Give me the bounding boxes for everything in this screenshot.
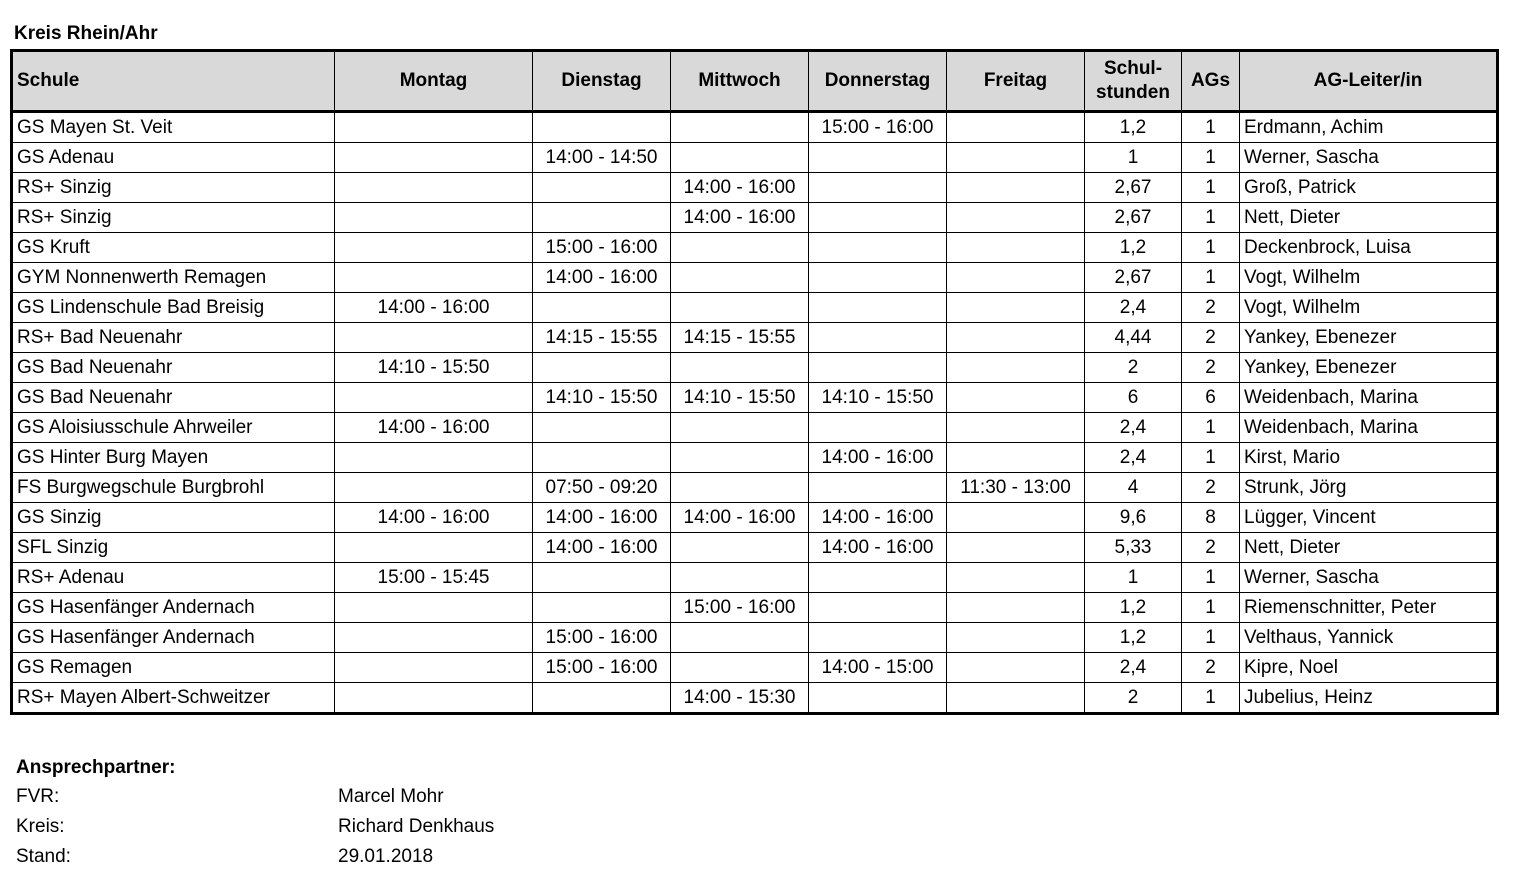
- cell-freitag: [947, 653, 1085, 683]
- cell-freitag: 11:30 - 13:00: [947, 473, 1085, 503]
- cell-ags: 2: [1182, 473, 1240, 503]
- cell-montag: 14:10 - 15:50: [335, 353, 533, 383]
- cell-mittwoch: [671, 653, 809, 683]
- cell-donnerstag: [809, 563, 947, 593]
- contact-value: Richard Denkhaus: [338, 816, 495, 837]
- cell-dienstag: [533, 683, 671, 714]
- table-row: [12, 683, 1498, 714]
- cell-schulstunden: 2: [1085, 353, 1182, 383]
- cell-mittwoch: [671, 143, 809, 173]
- table-row: [12, 593, 1498, 623]
- cell-schulstunden: 4: [1085, 473, 1182, 503]
- cell-leiter: Yankey, Ebenezer: [1240, 353, 1498, 383]
- cell-dienstag: 15:00 - 16:00: [533, 233, 671, 263]
- cell-dienstag: 15:00 - 16:00: [533, 623, 671, 653]
- cell-montag: [335, 683, 533, 714]
- cell-mittwoch: 15:00 - 16:00: [671, 593, 809, 623]
- cell-leiter: Velthaus, Yannick: [1240, 623, 1498, 653]
- cell-schule: GS Kruft: [12, 233, 335, 263]
- cell-donnerstag: [809, 593, 947, 623]
- cell-leiter: Weidenbach, Marina: [1240, 413, 1498, 443]
- cell-montag: [335, 233, 533, 263]
- table-row: [12, 503, 1498, 533]
- cell-donnerstag: 14:00 - 16:00: [809, 533, 947, 563]
- cell-leiter: Werner, Sascha: [1240, 143, 1498, 173]
- cell-schule: GS Adenau: [12, 143, 335, 173]
- cell-montag: [335, 143, 533, 173]
- cell-mittwoch: 14:15 - 15:55: [671, 323, 809, 353]
- cell-ags: 8: [1182, 503, 1240, 533]
- cell-montag: 14:00 - 16:00: [335, 503, 533, 533]
- cell-schulstunden: 9,6: [1085, 503, 1182, 533]
- document-title: Kreis Rhein/Ahr: [14, 23, 158, 44]
- cell-schule: GS Mayen St. Veit: [12, 112, 335, 143]
- contact-row-kreis: [16, 812, 494, 842]
- cell-mittwoch: 14:00 - 16:00: [671, 503, 809, 533]
- cell-dienstag: 14:15 - 15:55: [533, 323, 671, 353]
- cell-montag: [335, 473, 533, 503]
- cell-schulstunden: 2: [1085, 683, 1182, 714]
- table-row: [12, 533, 1498, 563]
- cell-mittwoch: 14:00 - 16:00: [671, 203, 809, 233]
- contacts-section: [16, 754, 494, 872]
- cell-schulstunden: 6: [1085, 383, 1182, 413]
- table-row: [12, 653, 1498, 683]
- cell-montag: [335, 443, 533, 473]
- cell-schule: GS Hinter Burg Mayen: [12, 443, 335, 473]
- cell-mittwoch: [671, 293, 809, 323]
- cell-schulstunden: 1: [1085, 563, 1182, 593]
- cell-mittwoch: 14:00 - 16:00: [671, 173, 809, 203]
- cell-dienstag: [533, 203, 671, 233]
- cell-schule: SFL Sinzig: [12, 533, 335, 563]
- cell-mittwoch: [671, 112, 809, 143]
- cell-donnerstag: 15:00 - 16:00: [809, 112, 947, 143]
- cell-schule: RS+ Sinzig: [12, 173, 335, 203]
- cell-freitag: [947, 503, 1085, 533]
- cell-schule: GS Remagen: [12, 653, 335, 683]
- cell-montag: [335, 653, 533, 683]
- cell-schulstunden: 2,4: [1085, 293, 1182, 323]
- table-row: [12, 383, 1498, 413]
- cell-schule: GS Aloisiusschule Ahrweiler: [12, 413, 335, 443]
- cell-montag: [335, 623, 533, 653]
- header-schule: Schule: [12, 51, 335, 112]
- cell-dienstag: 14:10 - 15:50: [533, 383, 671, 413]
- cell-donnerstag: [809, 143, 947, 173]
- cell-leiter: Werner, Sascha: [1240, 563, 1498, 593]
- cell-freitag: [947, 112, 1085, 143]
- cell-freitag: [947, 683, 1085, 714]
- cell-mittwoch: [671, 563, 809, 593]
- cell-freitag: [947, 353, 1085, 383]
- cell-freitag: [947, 443, 1085, 473]
- cell-schulstunden: 2,4: [1085, 653, 1182, 683]
- cell-donnerstag: [809, 233, 947, 263]
- cell-montag: [335, 173, 533, 203]
- cell-schulstunden: 1,2: [1085, 623, 1182, 653]
- cell-leiter: Lügger, Vincent: [1240, 503, 1498, 533]
- cell-schule: GS Lindenschule Bad Breisig: [12, 293, 335, 323]
- table-row: [12, 293, 1498, 323]
- cell-mittwoch: [671, 263, 809, 293]
- cell-donnerstag: 14:00 - 16:00: [809, 503, 947, 533]
- cell-montag: 14:00 - 16:00: [335, 293, 533, 323]
- table-row: [12, 353, 1498, 383]
- cell-schule: GS Sinzig: [12, 503, 335, 533]
- cell-montag: [335, 112, 533, 143]
- cell-montag: 14:00 - 16:00: [335, 413, 533, 443]
- cell-schulstunden: 2,67: [1085, 203, 1182, 233]
- cell-mittwoch: [671, 533, 809, 563]
- contact-value: Marcel Mohr: [338, 786, 444, 807]
- cell-dienstag: [533, 413, 671, 443]
- table-row: [12, 323, 1498, 353]
- cell-mittwoch: [671, 623, 809, 653]
- cell-donnerstag: 14:00 - 16:00: [809, 443, 947, 473]
- cell-freitag: [947, 323, 1085, 353]
- contact-value: 29.01.2018: [338, 846, 434, 867]
- cell-donnerstag: [809, 263, 947, 293]
- cell-ags: 2: [1182, 653, 1240, 683]
- cell-freitag: [947, 533, 1085, 563]
- cell-mittwoch: [671, 413, 809, 443]
- table-row: [12, 143, 1498, 173]
- cell-schule: FS Burgwegschule Burgbrohl: [12, 473, 335, 503]
- cell-schule: RS+ Adenau: [12, 563, 335, 593]
- cell-freitag: [947, 623, 1085, 653]
- cell-dienstag: [533, 443, 671, 473]
- cell-donnerstag: [809, 623, 947, 653]
- cell-donnerstag: [809, 413, 947, 443]
- cell-leiter: Deckenbrock, Luisa: [1240, 233, 1498, 263]
- cell-freitag: [947, 413, 1085, 443]
- cell-mittwoch: [671, 443, 809, 473]
- cell-ags: 1: [1182, 263, 1240, 293]
- cell-mittwoch: [671, 353, 809, 383]
- cell-schule: GYM Nonnenwerth Remagen: [12, 263, 335, 293]
- cell-freitag: [947, 293, 1085, 323]
- cell-schule: RS+ Mayen Albert-Schweitzer: [12, 683, 335, 714]
- cell-leiter: Kipre, Noel: [1240, 653, 1498, 683]
- contacts-heading: Ansprechpartner:: [16, 757, 176, 778]
- cell-ags: 2: [1182, 533, 1240, 563]
- contact-row-stand: [16, 842, 494, 872]
- cell-freitag: [947, 203, 1085, 233]
- cell-montag: [335, 533, 533, 563]
- table-row: [12, 203, 1498, 233]
- header-leiter: AG-Leiter/in: [1240, 51, 1498, 112]
- cell-leiter: Vogt, Wilhelm: [1240, 293, 1498, 323]
- cell-freitag: [947, 563, 1085, 593]
- table-row: [12, 623, 1498, 653]
- schedule-body: [12, 112, 1498, 714]
- cell-leiter: Jubelius, Heinz: [1240, 683, 1498, 714]
- cell-schulstunden: 2,4: [1085, 413, 1182, 443]
- cell-dienstag: [533, 593, 671, 623]
- cell-montag: 15:00 - 15:45: [335, 563, 533, 593]
- cell-dienstag: [533, 112, 671, 143]
- cell-ags: 1: [1182, 443, 1240, 473]
- cell-leiter: Groß, Patrick: [1240, 173, 1498, 203]
- cell-ags: 2: [1182, 293, 1240, 323]
- cell-schulstunden: 2,4: [1085, 443, 1182, 473]
- cell-schulstunden: 1: [1085, 143, 1182, 173]
- cell-ags: 1: [1182, 593, 1240, 623]
- table-row: [12, 233, 1498, 263]
- cell-dienstag: [533, 353, 671, 383]
- table-row: [12, 173, 1498, 203]
- cell-leiter: Vogt, Wilhelm: [1240, 263, 1498, 293]
- contact-label: Stand:: [16, 846, 71, 867]
- cell-ags: 2: [1182, 353, 1240, 383]
- contact-row-fvr: [16, 782, 494, 812]
- cell-schulstunden: 1,2: [1085, 593, 1182, 623]
- cell-ags: 1: [1182, 173, 1240, 203]
- cell-montag: [335, 593, 533, 623]
- cell-ags: 1: [1182, 563, 1240, 593]
- cell-dienstag: 14:00 - 16:00: [533, 503, 671, 533]
- cell-mittwoch: [671, 233, 809, 263]
- cell-leiter: Yankey, Ebenezer: [1240, 323, 1498, 353]
- cell-ags: 1: [1182, 233, 1240, 263]
- cell-donnerstag: [809, 293, 947, 323]
- cell-schulstunden: 4,44: [1085, 323, 1182, 353]
- cell-mittwoch: 14:00 - 15:30: [671, 683, 809, 714]
- cell-schulstunden: 2,67: [1085, 173, 1182, 203]
- cell-donnerstag: [809, 473, 947, 503]
- contact-label: FVR:: [16, 786, 60, 807]
- cell-donnerstag: 14:00 - 15:00: [809, 653, 947, 683]
- cell-ags: 2: [1182, 323, 1240, 353]
- header-ags: AGs: [1182, 51, 1240, 112]
- cell-ags: 1: [1182, 683, 1240, 714]
- cell-montag: [335, 203, 533, 233]
- cell-montag: [335, 323, 533, 353]
- cell-donnerstag: [809, 173, 947, 203]
- header-dienstag: Dienstag: [533, 51, 671, 112]
- cell-montag: [335, 383, 533, 413]
- cell-dienstag: [533, 563, 671, 593]
- cell-freitag: [947, 233, 1085, 263]
- cell-schule: GS Bad Neuenahr: [12, 353, 335, 383]
- cell-leiter: Nett, Dieter: [1240, 533, 1498, 563]
- table-row: [12, 563, 1498, 593]
- cell-donnerstag: [809, 323, 947, 353]
- cell-schule: GS Bad Neuenahr: [12, 383, 335, 413]
- header-schulstunden: [1085, 51, 1182, 112]
- cell-leiter: Riemenschnitter, Peter: [1240, 593, 1498, 623]
- cell-ags: 1: [1182, 143, 1240, 173]
- header-schulstunden-line1: Schul-: [1103, 58, 1163, 79]
- header-mittwoch: Mittwoch: [671, 51, 809, 112]
- cell-schule: RS+ Bad Neuenahr: [12, 323, 335, 353]
- cell-donnerstag: [809, 203, 947, 233]
- cell-leiter: Weidenbach, Marina: [1240, 383, 1498, 413]
- cell-donnerstag: [809, 353, 947, 383]
- header-schulstunden-line2: stunden: [1096, 82, 1170, 103]
- cell-ags: 6: [1182, 383, 1240, 413]
- schedule-table: [10, 49, 1499, 715]
- cell-dienstag: 14:00 - 16:00: [533, 263, 671, 293]
- cell-freitag: [947, 383, 1085, 413]
- header-freitag: Freitag: [947, 51, 1085, 112]
- cell-dienstag: 15:00 - 16:00: [533, 653, 671, 683]
- cell-ags: 1: [1182, 413, 1240, 443]
- cell-schule: GS Hasenfänger Andernach: [12, 593, 335, 623]
- cell-dienstag: [533, 293, 671, 323]
- cell-dienstag: [533, 173, 671, 203]
- cell-leiter: Nett, Dieter: [1240, 203, 1498, 233]
- table-row: [12, 473, 1498, 503]
- cell-ags: 1: [1182, 623, 1240, 653]
- cell-freitag: [947, 143, 1085, 173]
- cell-schulstunden: 1,2: [1085, 112, 1182, 143]
- header-donnerstag: Donnerstag: [809, 51, 947, 112]
- table-row: [12, 413, 1498, 443]
- cell-donnerstag: [809, 683, 947, 714]
- cell-freitag: [947, 173, 1085, 203]
- cell-ags: 1: [1182, 203, 1240, 233]
- table-row: [12, 443, 1498, 473]
- cell-freitag: [947, 593, 1085, 623]
- cell-dienstag: 14:00 - 14:50: [533, 143, 671, 173]
- cell-ags: 1: [1182, 112, 1240, 143]
- cell-leiter: Erdmann, Achim: [1240, 112, 1498, 143]
- cell-schule: RS+ Sinzig: [12, 203, 335, 233]
- cell-donnerstag: 14:10 - 15:50: [809, 383, 947, 413]
- cell-schulstunden: 2,67: [1085, 263, 1182, 293]
- cell-leiter: Kirst, Mario: [1240, 443, 1498, 473]
- cell-schulstunden: 5,33: [1085, 533, 1182, 563]
- table-row: [12, 112, 1498, 143]
- cell-schulstunden: 1,2: [1085, 233, 1182, 263]
- header-row: [12, 51, 1498, 112]
- cell-mittwoch: 14:10 - 15:50: [671, 383, 809, 413]
- cell-dienstag: 07:50 - 09:20: [533, 473, 671, 503]
- cell-leiter: Strunk, Jörg: [1240, 473, 1498, 503]
- cell-freitag: [947, 263, 1085, 293]
- header-montag: Montag: [335, 51, 533, 112]
- contact-label: Kreis:: [16, 816, 65, 837]
- cell-mittwoch: [671, 473, 809, 503]
- table-row: [12, 263, 1498, 293]
- cell-dienstag: 14:00 - 16:00: [533, 533, 671, 563]
- cell-schule: GS Hasenfänger Andernach: [12, 623, 335, 653]
- cell-montag: [335, 263, 533, 293]
